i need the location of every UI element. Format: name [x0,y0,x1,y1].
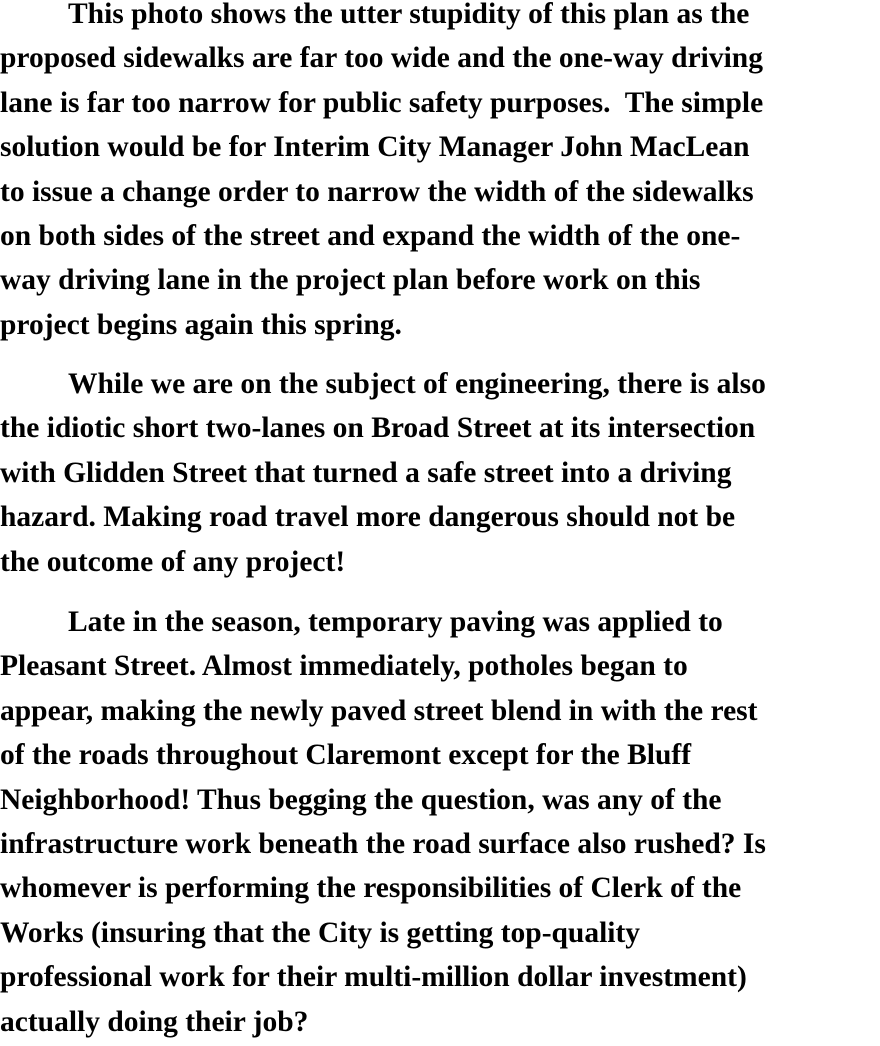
text-line: lane is far too narrow for public safety purposes. The simple [0,86,764,119]
text-line: Neighborhood! Thus begging the question, was any of the [0,783,722,816]
text-line: proposed sidewalks are far too wide and the one-way driving [0,42,763,75]
text-line: Late in the season, temporary paving was applied to [68,606,723,638]
text-line: While we are on the subject of engineering, there is also [68,368,766,400]
text-line: to issue a change order to narrow the width of the sidewalks [0,175,754,208]
text-line: of the roads throughout Claremont except for the Bluff [0,739,692,772]
text-line: This photo shows the utter stupidity of this plan as the [68,0,750,30]
text-line: way driving lane in the project plan before work on this [0,264,701,297]
text-line: whomever is performing the responsibilities of Clerk of the [0,872,742,905]
text-line: actually doing their job? [0,1005,309,1038]
text-line: on both sides of the street and expand the width of the one- [0,220,741,253]
text-line: infrastructure work beneath the road surface also rushed? Is [0,828,766,861]
text-line: Works (insuring that the City is getting top-quality [0,916,641,949]
text-line: appear, making the newly paved street blend in with the rest [0,694,758,727]
paragraph-paving [0,600,766,1044]
text-line: Pleasant Street. Almost immediately, potholes began to [0,650,688,683]
text-line: solution would be for Interim City Manager John MacLean [0,131,750,164]
text-line: hazard. Making road travel more dangerous should not be [0,501,736,534]
text-line: the idiotic short two-lanes on Broad Street at its intersection [0,412,756,445]
text-line: with Glidden Street that turned a safe street into a driving [0,456,732,489]
text-line: professional work for their multi-million dollar investment) [0,961,747,994]
paragraph-sidewalk-plan [0,0,763,347]
paragraph-engineering [0,362,766,584]
text-line: the outcome of any project! [0,545,346,578]
text-line: project begins again this spring. [0,308,402,341]
